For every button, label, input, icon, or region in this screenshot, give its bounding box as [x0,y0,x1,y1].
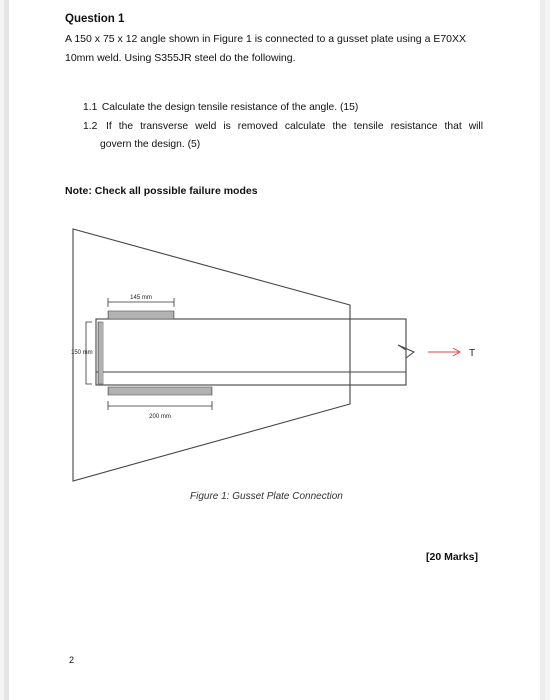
subquestion-text-1: If the transverse weld is removed calculate the tensile resistance that will [106,121,483,132]
page-number: 2 [69,655,75,665]
dimension-left-label: 150 mm [71,350,93,356]
weld-top [108,311,174,319]
marks-total: [20 Marks] [426,551,478,563]
angle-section [96,319,406,385]
force-label: T [469,348,476,359]
weld-bottom [108,387,212,395]
gusset-plate [73,229,350,481]
subquestion-number: 1.1 [83,102,98,113]
weld-transverse [98,322,103,384]
figure-caption: Figure 1: Gusset Plate Connection [190,491,343,502]
dimension-top-label: 145 mm [130,295,152,301]
subquestion-number: 1.2 [83,121,98,132]
note-text: Note: Check all possible failure modes [65,185,258,197]
dimension-bottom-label: 200 mm [149,414,171,420]
question-line-2: 10mm weld. Using S355JR steel do the following. [65,52,296,64]
question-line-1: A 150 x 75 x 12 angle shown in Figure 1 is connected to a gusset plate using a E70XX [65,33,467,45]
question-title: Question 1 [65,13,125,25]
subquestion-text: Calculate the design tensile resistance of the angle. (15) [101,102,359,113]
subquestion-text-2: govern the design. (5) [100,139,201,150]
